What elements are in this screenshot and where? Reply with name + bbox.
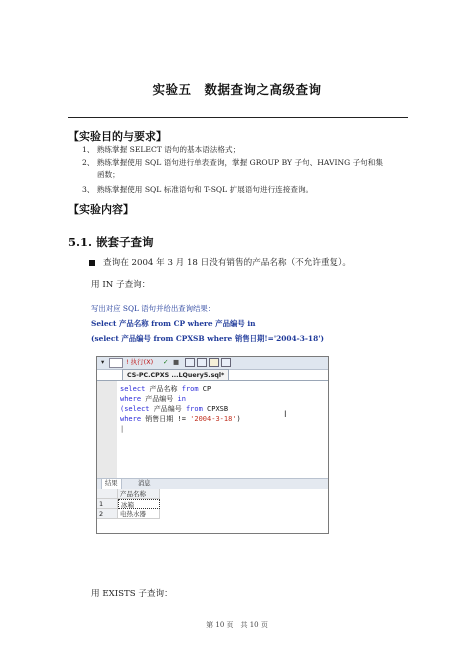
toolbar-dropdown-icon: ▾ xyxy=(101,358,105,366)
section-objectives-heading: 【实验目的与要求】 xyxy=(68,130,167,143)
page-footer: 第 10 页 共 10 页 xyxy=(206,621,268,629)
options-icon xyxy=(221,358,231,367)
grid-icon xyxy=(185,358,195,367)
page-title: 实验五 数据查询之高级查询 xyxy=(152,82,322,97)
sql-line-2 xyxy=(91,333,324,344)
sql-line-2-text: (select 产品编号 from CPXSB where 销售日期!='2004-3-18') xyxy=(91,334,324,343)
query-tab: CS-PC.CPXS ...LQuery5.sql* xyxy=(122,369,229,381)
instruction-line: 写出对应 SQL 语句并给出查询结果： xyxy=(91,304,216,313)
sql-line-1 xyxy=(91,318,256,329)
code-line-1: select 产品名称 from CP xyxy=(120,385,212,393)
grid-corner xyxy=(97,489,118,499)
ibeam-cursor-icon: I xyxy=(284,410,287,420)
grid-column-header: 产品名称 xyxy=(118,489,160,499)
execute-button: ! 执行(X) xyxy=(126,358,154,366)
objective-item-2-cont: 函数； xyxy=(97,170,120,179)
subsection-heading: 5.1. 嵌套子查询 xyxy=(68,235,154,249)
grid-row-number: 2 xyxy=(97,509,118,519)
check-icon: ✓ xyxy=(163,358,169,366)
grid-cell: 电热水器 xyxy=(118,509,160,519)
objective-item-2: 2、 熟练掌握使用 SQL 语句进行单表查询，掌握 GROUP BY 子句、HAVING 子句和集 xyxy=(82,158,383,167)
bullet-square-icon xyxy=(89,260,95,266)
section-content-heading: 【实验内容】 xyxy=(68,203,134,216)
grid-row-number: 1 xyxy=(97,499,118,509)
exists-subquery-label: 用 EXISTS 子查询： xyxy=(91,589,173,599)
bullet-item xyxy=(89,256,351,268)
tab-messages: 消息 xyxy=(138,480,151,487)
stop-icon: ■ xyxy=(173,358,180,366)
file-icon xyxy=(209,358,219,367)
code-line-2: where 产品编号 in xyxy=(120,395,186,403)
objective-item-3: 3、 熟练掌握使用 SQL 标准语句和 T-SQL 扩展语句进行连接查询。 xyxy=(82,185,314,194)
sql-line-1-text: Select 产品名称 from CP where 产品编号 in xyxy=(91,319,256,328)
text-cursor: | xyxy=(120,425,125,433)
code-line-4: where 销售日期 != '2004-3-18') xyxy=(120,415,241,423)
text-icon xyxy=(197,358,207,367)
code-editor xyxy=(97,380,328,478)
editor-gutter xyxy=(97,381,117,478)
bullet-text: 查询在 2004 年 3 月 18 日没有销售的产品名称（不允许重复）。 xyxy=(103,258,352,268)
results-grid xyxy=(97,489,328,533)
title-divider xyxy=(68,117,408,118)
objective-item-1: 1、 熟练掌握 SELECT 语句的基本语法格式； xyxy=(82,145,241,154)
query-editor-screenshot xyxy=(96,356,329,534)
grid-cell: 冰箱 xyxy=(118,499,160,509)
tab-results: 结果 xyxy=(101,479,122,489)
in-subquery-label: 用 IN 子查询： xyxy=(91,280,151,290)
database-selector xyxy=(109,358,123,368)
code-line-3: (select 产品编号 from CPXSB xyxy=(120,405,229,413)
